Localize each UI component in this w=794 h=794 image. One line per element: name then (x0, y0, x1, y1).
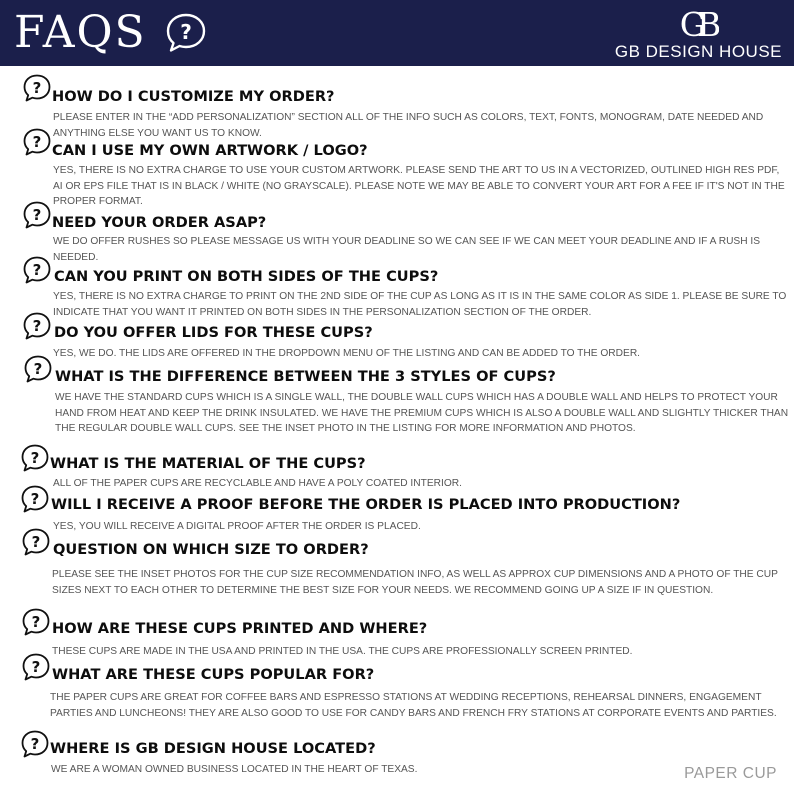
speech-bubble-question-icon (22, 200, 52, 230)
speech-bubble-question-icon (21, 652, 51, 682)
speech-bubble-question-icon (21, 607, 51, 637)
svg-text:?: ? (32, 133, 42, 151)
svg-text:?: ? (32, 261, 42, 279)
product-label: PAPER CUP (684, 765, 777, 782)
faq-answer: ALL OF THE PAPER CUPS ARE RECYCLABLE AND HAVE A POLY COATED INTERIOR. (53, 478, 462, 489)
svg-text:?: ? (30, 490, 40, 508)
speech-bubble-question-icon (20, 443, 50, 473)
faq-question: CAN I USE MY OWN ARTWORK / LOGO? (52, 142, 368, 159)
svg-text:?: ? (32, 206, 42, 224)
speech-bubble-question-icon (22, 311, 52, 341)
faq-question: DO YOU OFFER LIDS FOR THESE CUPS? (54, 324, 373, 341)
faq-answer: THESE CUPS ARE MADE IN THE USA AND PRINTED IN THE USA. THE CUPS ARE PROFESSIONALLY SCREEN PRINTED. (52, 646, 633, 657)
faq-answer: WE HAVE THE STANDARD CUPS WHICH IS A SINGLE WALL, THE DOUBLE WALL CUPS WHICH HAS A DOUBLE WALL AND HELPS TO PROTECT YOUR HAND FROM HEAT AND KEEP THE DRINK INSULATED. WE HAVE THE PREMIUM CUPS WHICH IS ALSO A DOUBLE WALL AND SLIGHTLY THICKER THAN THE REGULAR DOUBLE WALL CUPS. SEE THE INSET PHOTO IN THE LISTING FOR MORE INFORMATION AND PHOTOS. (55, 392, 789, 435)
svg-text:?: ? (32, 317, 42, 335)
faq-answer: YES, YOU WILL RECEIVE A DIGITAL PROOF AFTER THE ORDER IS PLACED. (53, 521, 421, 532)
faq-question: HOW ARE THESE CUPS PRINTED AND WHERE? (52, 620, 428, 637)
faq-answer: YES, THERE IS NO EXTRA CHARGE TO USE YOUR CUSTOM ARTWORK. PLEASE SEND THE ART TO US IN A VECTORIZED, OUTLINED HIGH RES PDF, AI OR EPS FILE THAT IS IN BLACK / WHITE (NO GRAYSCALE). PLEASE NOTE WE MAY BE ABLE TO CONVERT YOUR ART FOR A FEE IF IT'S NOT IN THE PROPER FORMAT. (53, 165, 785, 208)
page-title: FAQS (14, 7, 147, 58)
faq-answer: WE ARE A WOMAN OWNED BUSINESS LOCATED IN THE HEART OF TEXAS. (51, 764, 418, 775)
svg-text:?: ? (30, 735, 40, 753)
speech-bubble-question-icon (20, 729, 50, 759)
speech-bubble-question-icon (22, 73, 52, 103)
svg-text:?: ? (33, 360, 43, 378)
speech-bubble-question-icon (21, 527, 51, 557)
faq-question: WHERE IS GB DESIGN HOUSE LOCATED? (50, 740, 376, 757)
faq-answer: YES, THERE IS NO EXTRA CHARGE TO PRINT ON THE 2ND SIDE OF THE CUP AS LONG AS IT IS IN THE SAME COLOR AS SIDE 1. PLEASE BE SURE TO INDICATE THAT YOU WANT IT PRINTED ON BOTH SIDES IN THE PERSONALIZATION SECTION OF THE ORDER. (53, 291, 787, 318)
speech-bubble-question-icon (22, 127, 52, 157)
svg-text:?: ? (31, 533, 41, 551)
speech-bubble-question-icon (22, 255, 52, 285)
faq-question: CAN YOU PRINT ON BOTH SIDES OF THE CUPS? (54, 268, 439, 285)
faq-question: QUESTION ON WHICH SIZE TO ORDER? (53, 541, 369, 558)
faq-question: NEED YOUR ORDER ASAP? (52, 214, 267, 231)
faq-question: WHAT IS THE MATERIAL OF THE CUPS? (50, 455, 366, 472)
svg-text:?: ? (180, 20, 192, 44)
faq-answer: PLEASE SEE THE INSET PHOTOS FOR THE CUP SIZE RECOMMENDATION INFO, AS WELL AS APPROX CUP DIMENSIONS AND A PHOTO OF THE CUP SIZES NEXT TO EACH OTHER TO DETERMINE THE BEST SIZE FOR YOUR NEEDS. WE RECOMMEND GOING UP A SIZE IF IN QUESTION. (52, 569, 778, 596)
brand-logo-text: GB (679, 5, 713, 42)
svg-text:?: ? (31, 658, 41, 676)
faq-question: WHAT ARE THESE CUPS POPULAR FOR? (52, 666, 375, 683)
speech-bubble-question-icon (23, 354, 53, 384)
svg-text:?: ? (31, 613, 41, 631)
faq-question: HOW DO I CUSTOMIZE MY ORDER? (52, 88, 335, 105)
speech-bubble-question-icon (20, 484, 50, 514)
faq-question: WILL I RECEIVE A PROOF BEFORE THE ORDER IS PLACED INTO PRODUCTION? (51, 496, 681, 513)
faq-answer: WE DO OFFER RUSHES SO PLEASE MESSAGE US WITH YOUR DEADLINE SO WE CAN SEE IF WE CAN MEET YOUR DEADLINE AND IF A RUSH IS NEEDED. (53, 236, 761, 263)
faq-answer: YES, WE DO. THE LIDS ARE OFFERED IN THE DROPDOWN MENU OF THE LISTING AND CAN BE ADDED TO THE ORDER. (53, 348, 641, 359)
brand-name: GB DESIGN HOUSE (614, 42, 782, 61)
faq-question: WHAT IS THE DIFFERENCE BETWEEN THE 3 STYLES OF CUPS? (55, 368, 556, 385)
svg-text:?: ? (30, 449, 40, 467)
faq-answer: PLEASE ENTER IN THE “ADD PERSONALIZATION” SECTION ALL OF THE INFO SUCH AS COLORS, TEXT, FONTS, MONOGRAM, DATE NEEDED AND ANYTHING ELSE YOU WANT US TO KNOW. (53, 112, 764, 139)
svg-text:?: ? (32, 79, 42, 97)
faq-answer: THE PAPER CUPS ARE GREAT FOR COFFEE BARS AND ESPRESSO STATIONS AT WEDDING RECEPTIONS, REHEARSAL DINNERS, ENGAGEMENT PARTIES AND LUNCHEONS! THEY ARE ALSO GOOD TO USE FOR CANDY BARS AND FRENCH FRY STATIONS AT CORPORATE EVENTS AND PARTIES. (50, 692, 777, 719)
